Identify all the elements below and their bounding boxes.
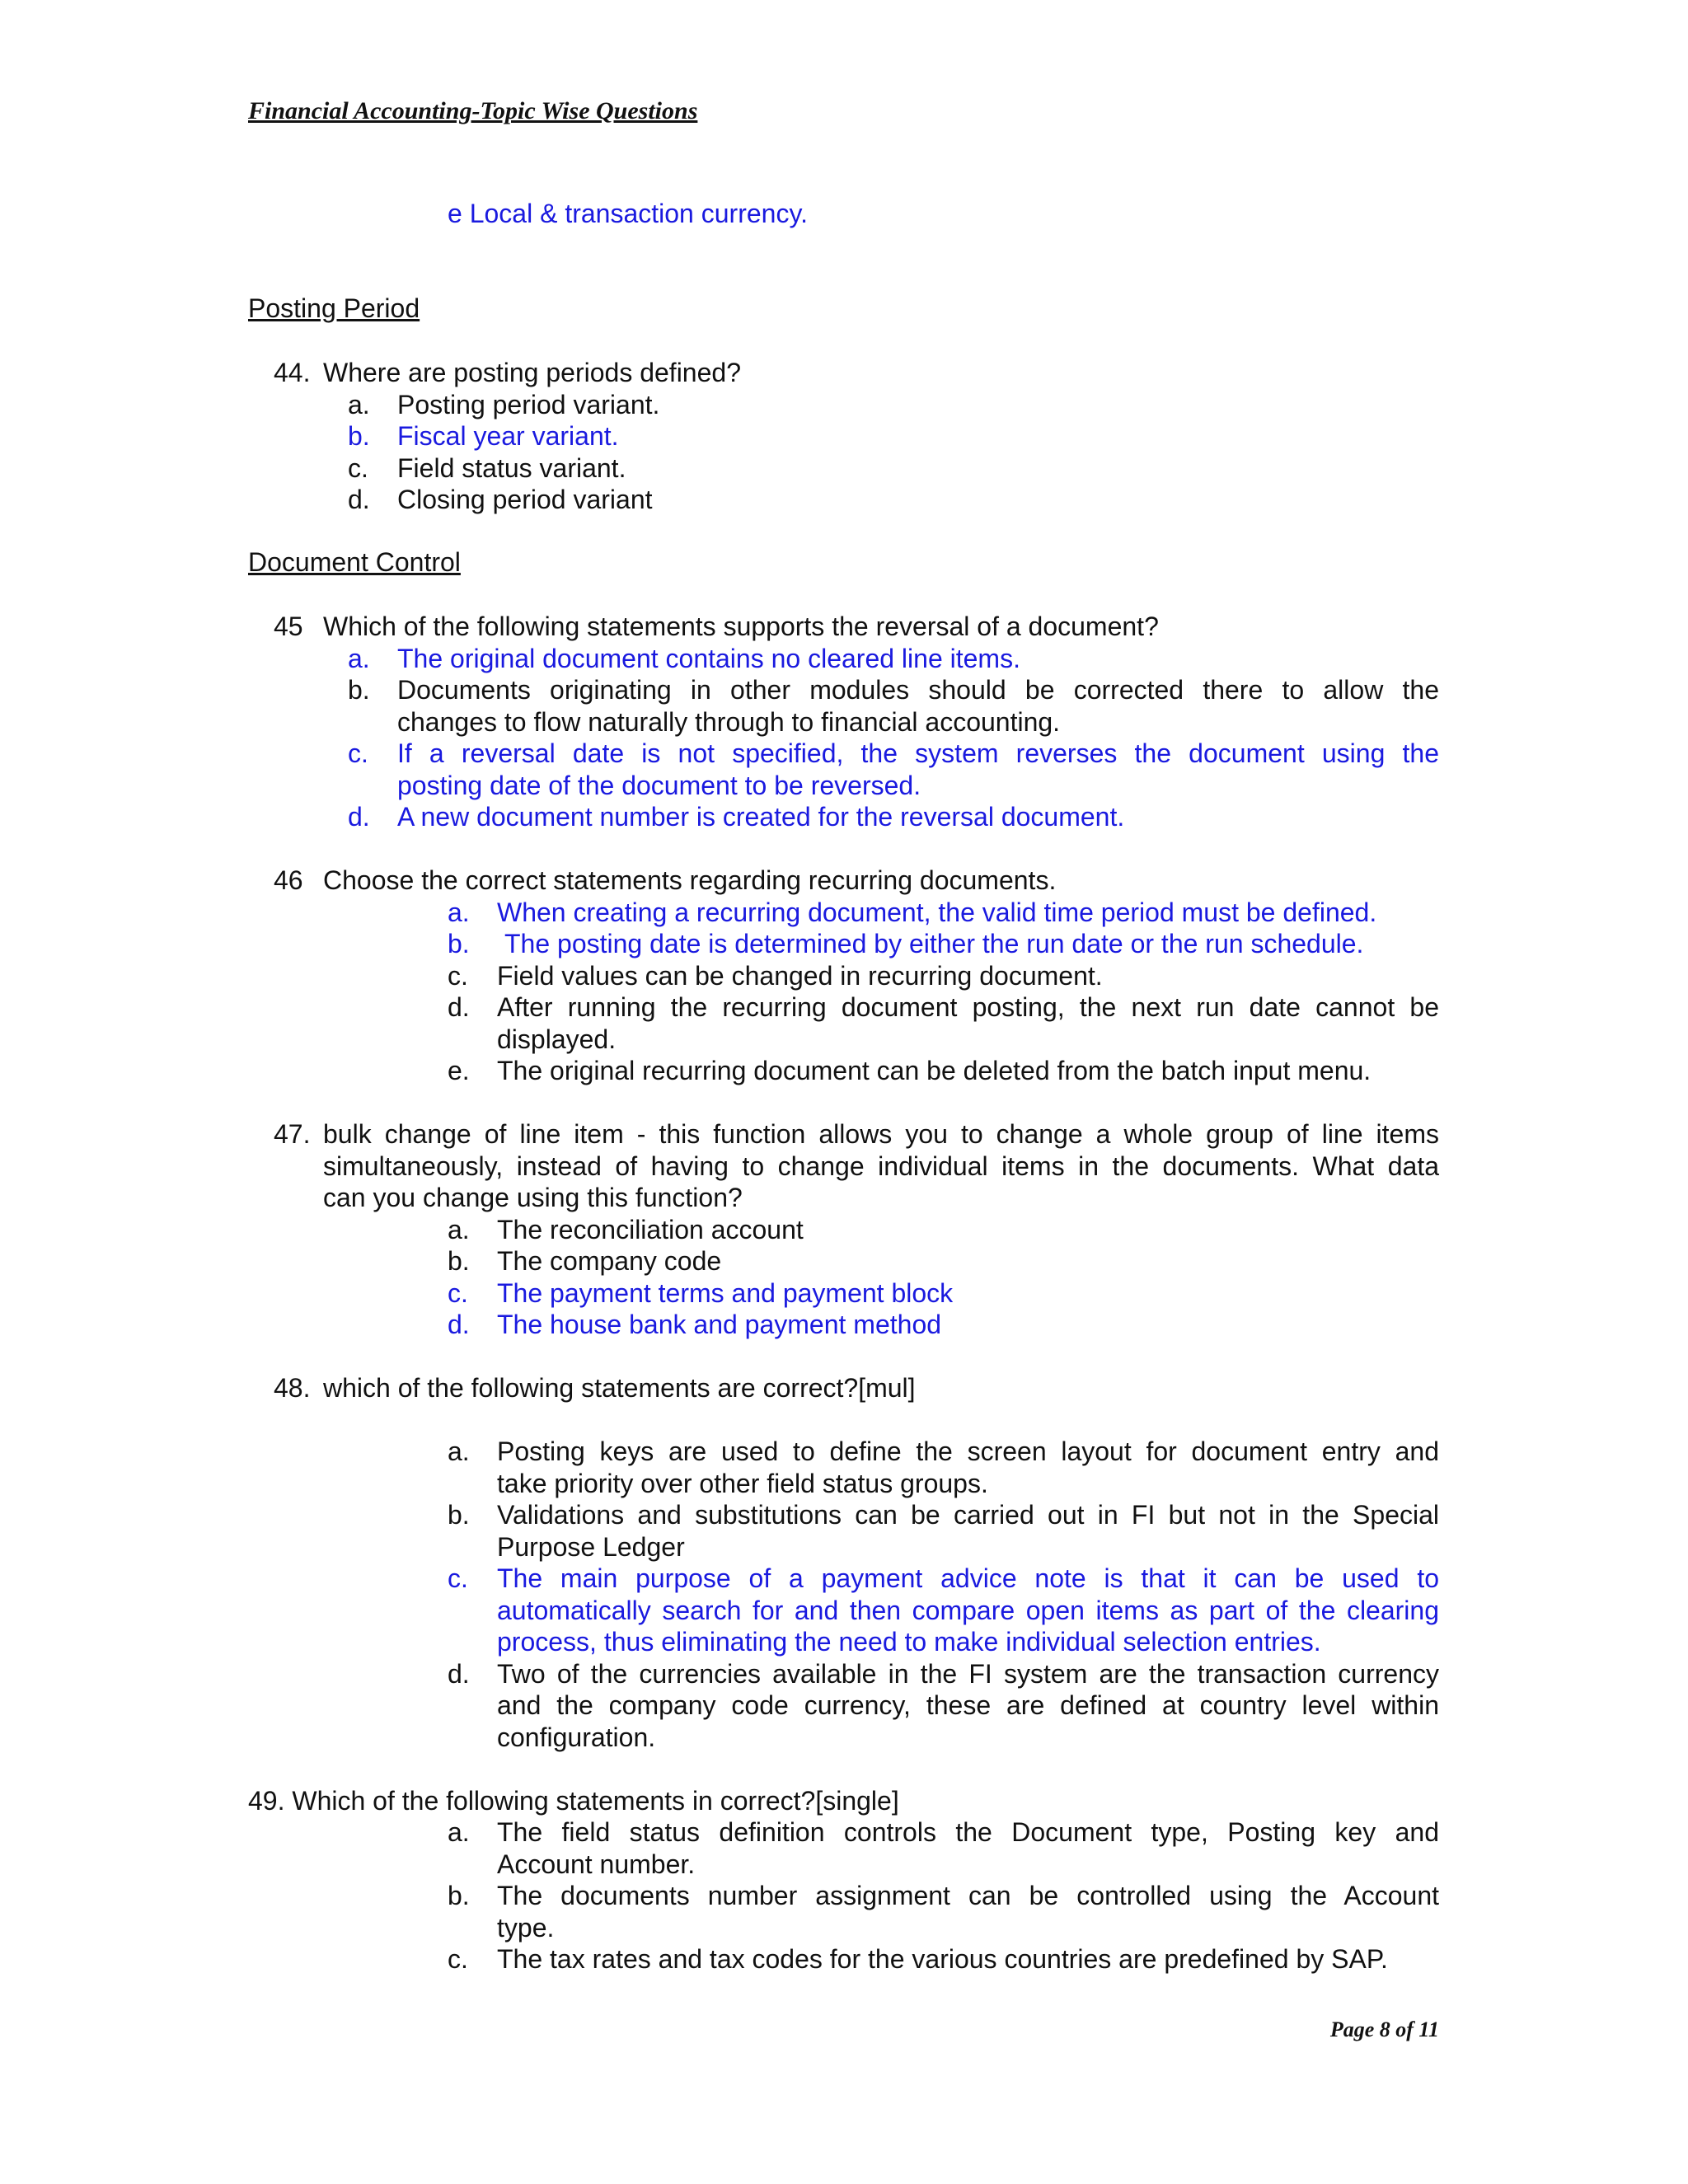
carryover-option-e: e Local & transaction currency. xyxy=(448,199,808,228)
option-text: Field values can be changed in recurring document. xyxy=(497,961,1103,991)
option-text-line: configuration. xyxy=(497,1722,656,1752)
option-letter: b. xyxy=(448,1881,470,1910)
option-text-line: changes to flow naturally through to financial accounting. xyxy=(397,707,1061,737)
option-text: A new document number is created for the reversal document. xyxy=(397,802,1125,832)
option-text-line: displayed. xyxy=(497,1024,617,1054)
option-text-line: The field status definition controls the Document type, Posting key and xyxy=(497,1817,1439,1847)
option-letter: d. xyxy=(348,802,370,832)
option-text: The company code xyxy=(497,1246,722,1276)
option-text: Field status variant. xyxy=(397,453,626,483)
question-text: which of the following statements are correct?[mul] xyxy=(323,1373,916,1403)
option-text: When creating a recurring document, the valid time period must be defined. xyxy=(497,898,1377,927)
option-letter: c. xyxy=(448,1944,468,1974)
question-text: Where are posting periods defined? xyxy=(323,358,741,387)
option-text-line: Documents originating in other modules should be corrected there to allow the xyxy=(397,675,1439,705)
option-text: The tax rates and tax codes for the various countries are predefined by SAP. xyxy=(497,1944,1388,1974)
question-text: Which of the following statements supports the reversal of a document? xyxy=(323,612,1159,641)
option-text-line: type. xyxy=(497,1913,555,1943)
question-number: 47. xyxy=(274,1119,311,1149)
option-text: Fiscal year variant. xyxy=(397,421,619,451)
option-letter: c. xyxy=(348,453,368,483)
option-letter: c. xyxy=(448,1563,468,1593)
option-text-line: Two of the currencies available in the FI system are the transaction currency xyxy=(497,1659,1439,1689)
option-text: The house bank and payment method xyxy=(497,1310,942,1339)
option-text-line: process, thus eliminating the need to make individual selection entries. xyxy=(497,1627,1321,1657)
option-letter: e. xyxy=(448,1056,470,1085)
option-letter: c. xyxy=(448,1278,468,1308)
page-header: Financial Accounting-Topic Wise Questions xyxy=(248,97,698,124)
question-number: 48. xyxy=(274,1373,311,1403)
question-text-line: bulk change of line item - this function allows you to change a whole group of line items xyxy=(323,1119,1439,1149)
question-text-line: simultaneously, instead of having to change individual items in the documents. What data xyxy=(323,1151,1439,1181)
option-text: The posting date is determined by either the run date or the run schedule. xyxy=(504,929,1364,958)
option-text-line: The documents number assignment can be controlled using the Account xyxy=(497,1881,1439,1910)
option-letter: d. xyxy=(448,1659,470,1689)
option-letter: b. xyxy=(348,421,370,451)
option-text-line: automatically search for and then compare open items as part of the clearing xyxy=(497,1596,1439,1625)
option-text-line: Validations and substitutions can be carried out in FI but not in the Special xyxy=(497,1500,1439,1530)
option-letter: a. xyxy=(448,1436,470,1466)
option-text: The reconciliation account xyxy=(497,1215,804,1244)
option-text-line: Account number. xyxy=(497,1849,696,1879)
page-number: Page 8 of 11 xyxy=(1329,2018,1439,2041)
option-text: The payment terms and payment block xyxy=(497,1278,954,1308)
question-text: 49. Which of the following statements in correct?[single] xyxy=(248,1786,899,1816)
option-letter: b. xyxy=(448,1500,470,1530)
option-letter: c. xyxy=(348,738,368,768)
option-text-line: After running the recurring document posting, the next run date cannot be xyxy=(497,992,1439,1022)
question-text-line: can you change using this function? xyxy=(323,1183,743,1212)
option-letter: d. xyxy=(348,485,370,514)
option-text: Closing period variant xyxy=(397,485,653,514)
option-letter: a. xyxy=(448,1215,470,1244)
option-text-line: Purpose Ledger xyxy=(497,1532,685,1562)
question-number: 44. xyxy=(274,358,311,387)
option-letter: b. xyxy=(448,1246,470,1276)
option-letter: c. xyxy=(448,961,468,991)
option-letter: b. xyxy=(448,929,470,958)
question-number: 45 xyxy=(274,612,303,641)
option-letter: a. xyxy=(348,390,370,419)
option-letter: a. xyxy=(448,1817,470,1847)
option-text-line: The main purpose of a payment advice note is that it can be used to xyxy=(497,1563,1439,1593)
section-heading-posting-period: Posting Period xyxy=(248,293,420,323)
option-text-line: posting date of the document to be reversed. xyxy=(397,771,921,800)
option-text-line: and the company code currency, these are defined at country level within xyxy=(497,1690,1439,1720)
option-text: The original recurring document can be deleted from the batch input menu. xyxy=(497,1056,1372,1085)
section-heading-document-control: Document Control xyxy=(248,547,461,577)
option-text-line: Posting keys are used to define the screen layout for document entry and xyxy=(497,1436,1439,1466)
option-letter: a. xyxy=(448,898,470,927)
option-letter: b. xyxy=(348,675,370,705)
option-text: Posting period variant. xyxy=(397,390,660,419)
option-text-line: If a reversal date is not specified, the system reverses the document using the xyxy=(397,738,1439,768)
option-letter: a. xyxy=(348,644,370,673)
option-text-line: take priority over other field status groups. xyxy=(497,1469,988,1498)
option-letter: d. xyxy=(448,1310,470,1339)
question-number: 46 xyxy=(274,865,303,895)
option-text: The original document contains no cleared line items. xyxy=(397,644,1020,673)
question-text: Choose the correct statements regarding recurring documents. xyxy=(323,865,1057,895)
option-letter: d. xyxy=(448,992,470,1022)
